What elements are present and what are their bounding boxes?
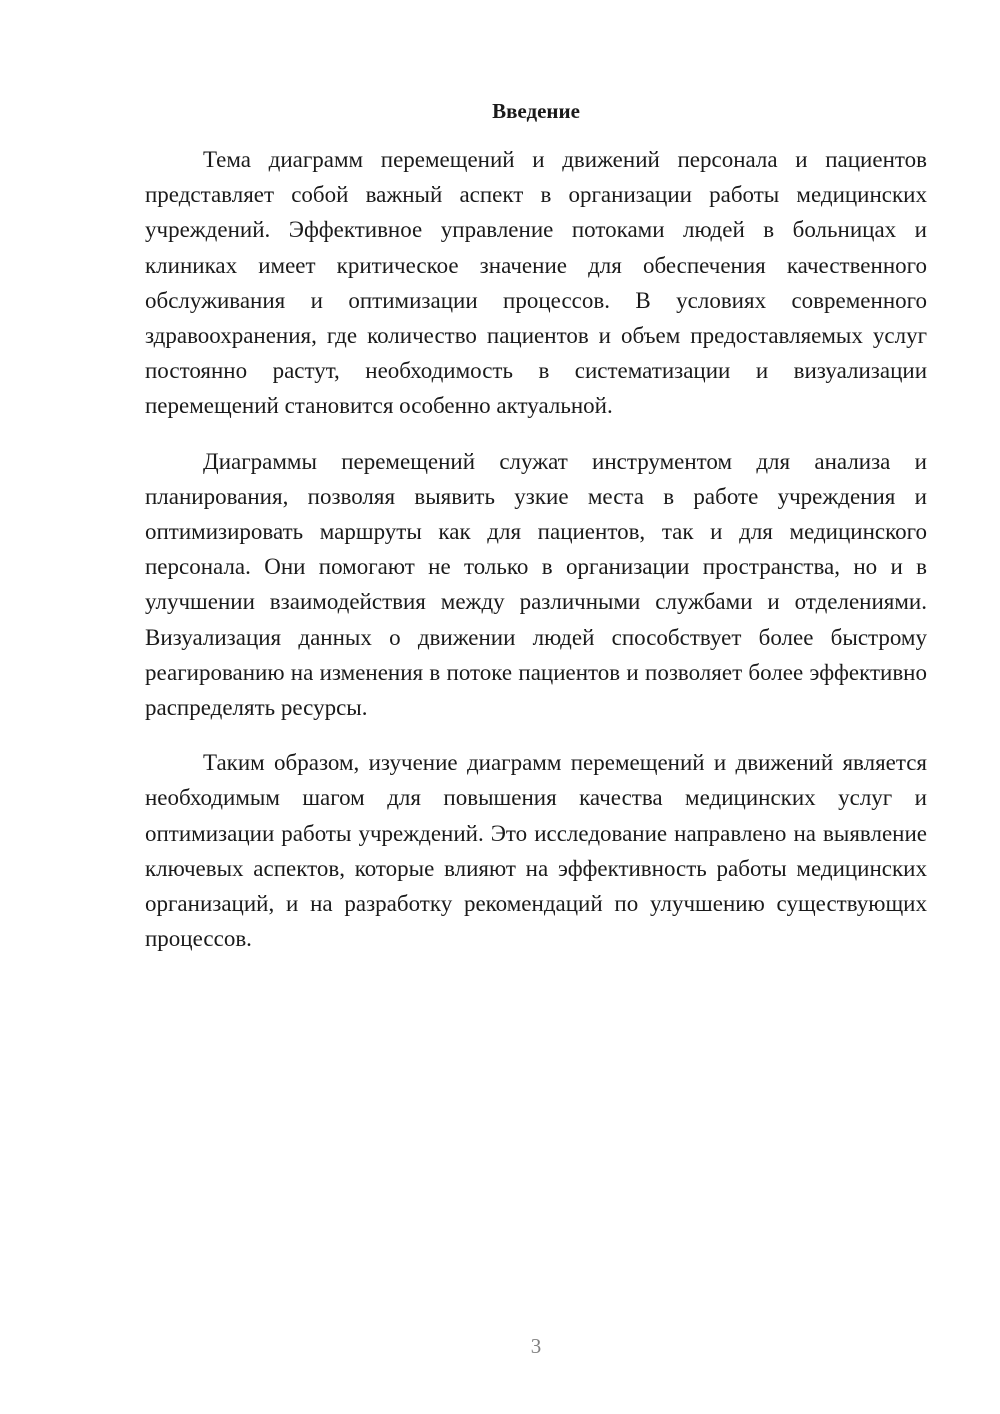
paragraph-2: Диаграммы перемещений служат инструментом для анализа и планирования, позволяя выявить узкие места в работе учреждения и оптимизировать маршруты как для пациентов, так и для медицинского персонала. Они помогают не только в организации пространства, но и в улучшении взаимодействия между различными службами и отделениями. Визуализация данных о движении людей способствует более быстрому реагированию на изменения в потоке пациентов и позволяет более эффективно распределять ресурсы. xyxy=(145,448,927,721)
body-text xyxy=(145,142,927,976)
paragraph-1: Тема диаграмм перемещений и движений персонала и пациентов представляет собой важный аспект в организации работы медицинских учреждений. Эффективное управление потоками людей в больницах и клиниках имеет критическое значение для обеспечения качественного обслуживания и оптимизации процессов. В условиях современного здравоохранения, где количество пациентов и объем предоставляемых услуг постоянно растут, необходимость в систематизации и визуализации перемещений становится особенно актуальной. xyxy=(145,147,927,419)
section-heading: Введение xyxy=(492,99,580,123)
paragraph-3: Таким образом, изучение диаграмм перемещений и движений является необходимым шагом для повышения качества медицинских услуг и оптимизации работы учреждений. Это исследование направлено на выявление ключевых аспектов, которые влияют на эффективность работы медицинских организаций, и на разработку рекомендаций по улучшению существующих процессов. xyxy=(145,750,927,952)
page-number: 3 xyxy=(530,1334,542,1358)
